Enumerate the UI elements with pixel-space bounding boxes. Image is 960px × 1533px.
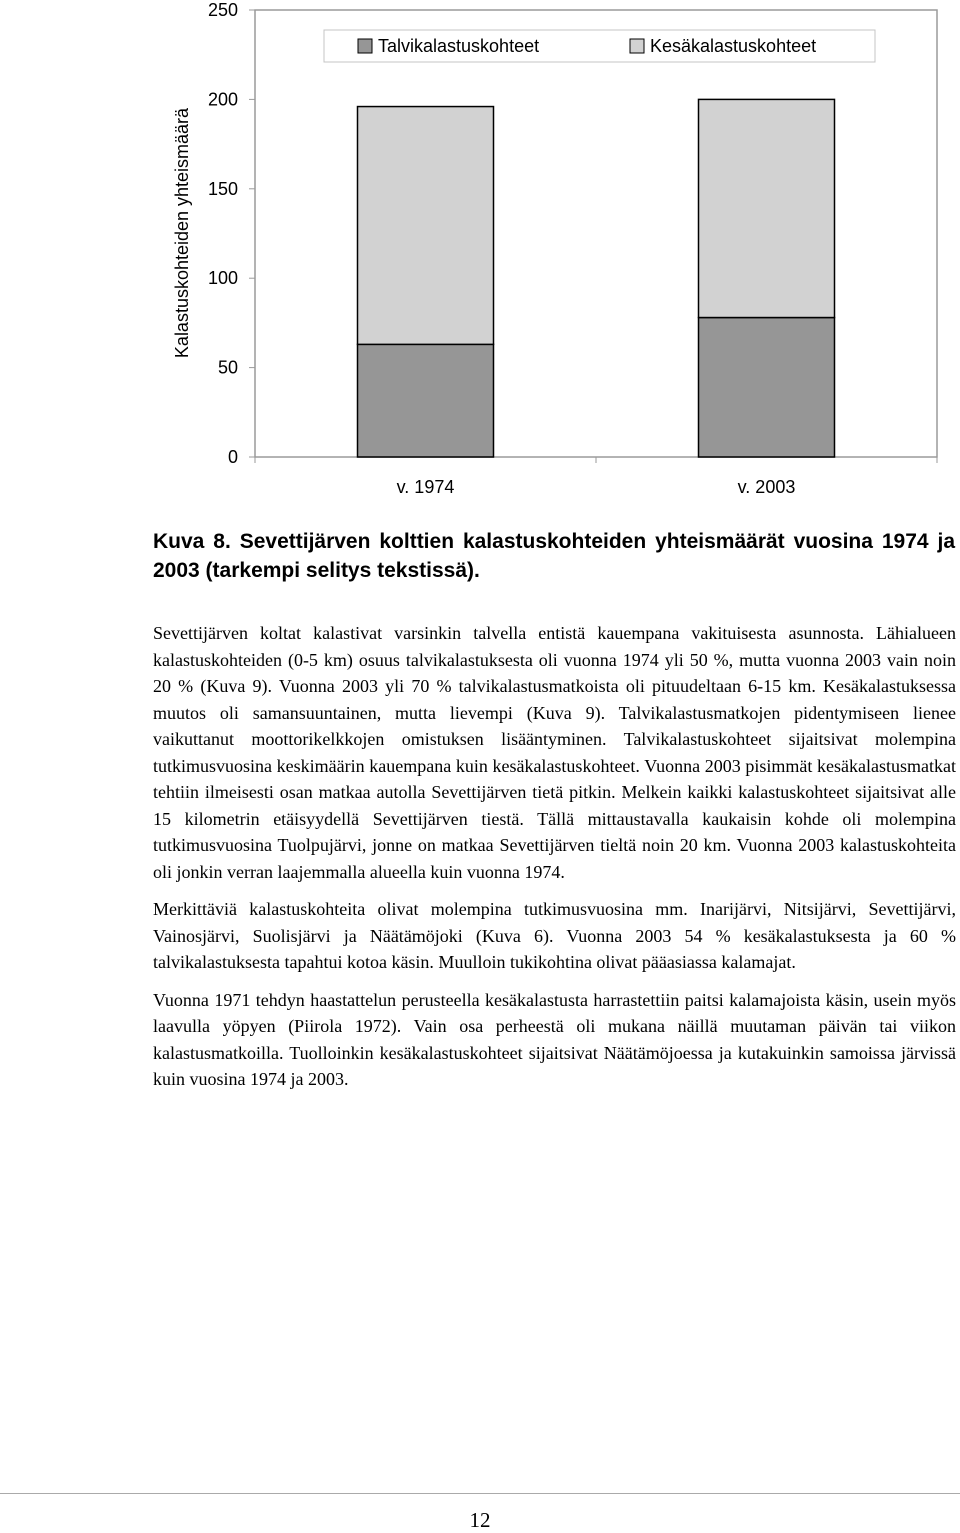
stacked-bar-chart	[0, 0, 960, 510]
bar-segment-talvi-1	[358, 344, 494, 457]
page-number: 12	[469, 1508, 491, 1532]
bar-segment-kesa-1	[358, 107, 494, 345]
y-tick-label: 100	[207, 268, 238, 289]
y-tick-label: 0	[227, 447, 238, 467]
paragraph-2: Merkittäviä kalastuskohteita olivat molempina tutkimusvuosina mm. Inarijärvi, Nitsijärvi, Sevettijärvi, Vainosjärvi, Suolisjärvi ja Näätämöjoki (Kuva 6). Vuonna 2003 54 % kesäkalastuksesta ja 60 % talvikalastuksesta tapahtui kotoa käsin. Muulloin tukikohtina olivat pääasiassa kalamajat.	[153, 899, 956, 972]
bar-segment-talvi-2	[699, 318, 835, 457]
y-axis-label: Kalastuskohteiden yhteismäärä	[172, 107, 192, 359]
x-axis-ticks	[255, 457, 937, 497]
legend-swatch-kesa	[630, 39, 644, 53]
paragraph-3: Vuonna 1971 tehdyn haastattelun perusteella kesäkalastusta harrastettiin paitsi kalamajoista käsin, usein myös laavulla yöpyen (Piirola 1972). Vain osa perheestä oli mukana näillä muutaman päivän tai viikon kalastusmatkoilla. Tuolloinkin kesäkalastuskohteet sijaitsivat Näätämöjoessa ja kutakuinkin samoissa järvissä kuin vuosina 1974 ja 2003.	[153, 989, 956, 1089]
legend	[324, 30, 875, 62]
y-tick-label: 50	[217, 357, 238, 378]
y-tick-label: 200	[207, 89, 238, 110]
y-tick-label: 150	[207, 178, 238, 199]
legend-label-kesa: Kesäkalastuskohteet	[650, 36, 817, 56]
x-category-label: v. 1974	[396, 477, 455, 497]
bar-segment-kesa-2	[699, 99, 835, 317]
y-tick-label: 250	[207, 0, 238, 20]
y-axis-ticks	[208, 0, 255, 467]
footer-divider	[0, 1493, 960, 1494]
figure-caption: Kuva 8. Sevettijärven kolttien kalastuskohteiden yhteismäärät vuosina 1974 ja 2003 (tarkempi selitys tekstissä).	[153, 530, 955, 582]
legend-swatch-talvi	[358, 39, 372, 53]
body-text	[153, 620, 956, 1104]
x-category-label: v. 2003	[737, 477, 796, 497]
legend-label-talvi: Talvikalastuskohteet	[378, 36, 540, 56]
paragraph-1: Sevettijärven koltat kalastivat varsinkin talvella entistä kauempana vakituisesta asunnosta. Lähialueen kalastuskohteiden (0-5 km) osuus talvikalastuksesta oli vuonna 1974 yli 50 %, mutta vuonna 2003 vain noin 20 % (Kuva 9). Vuonna 2003 yli 70 % talvikalastusmatkoista oli pituudeltaan 6-15 km. Kesäkalastuksessa muutos oli samansuuntainen, mutta lievempi (Kuva 9). Talvikalastusmatkojen pidentymiseen lienee vaikuttanut moottorikelkkojen omistuksen lisääntyminen. Talvikalastuskohteet sijaitsivat molempina tutkimusvuosina keskimäärin kauempana kuin kesäkalastuskohteet. Vuonna 2003 pisimmät kesäkalastusmatkat tehtiin ilmeisesti osan matkaa autolla Sevettijärven tietä pitkin. Melkein kaikki kalastuskohteet sijaitsivat alle 15 kilometrin etäisyydellä Sevettijärven tiestä. Tällä mittaustavalla kaukaisin kohde oli molempina tutkimusvuosina Tuolpujärvi, jonne on matkaa Sevettijärven tieltä noin 20 km. Vuonna 2003 kalastuskohteita oli jonkin verran laajemmalla alueella kuin vuonna 1974.	[153, 623, 956, 882]
